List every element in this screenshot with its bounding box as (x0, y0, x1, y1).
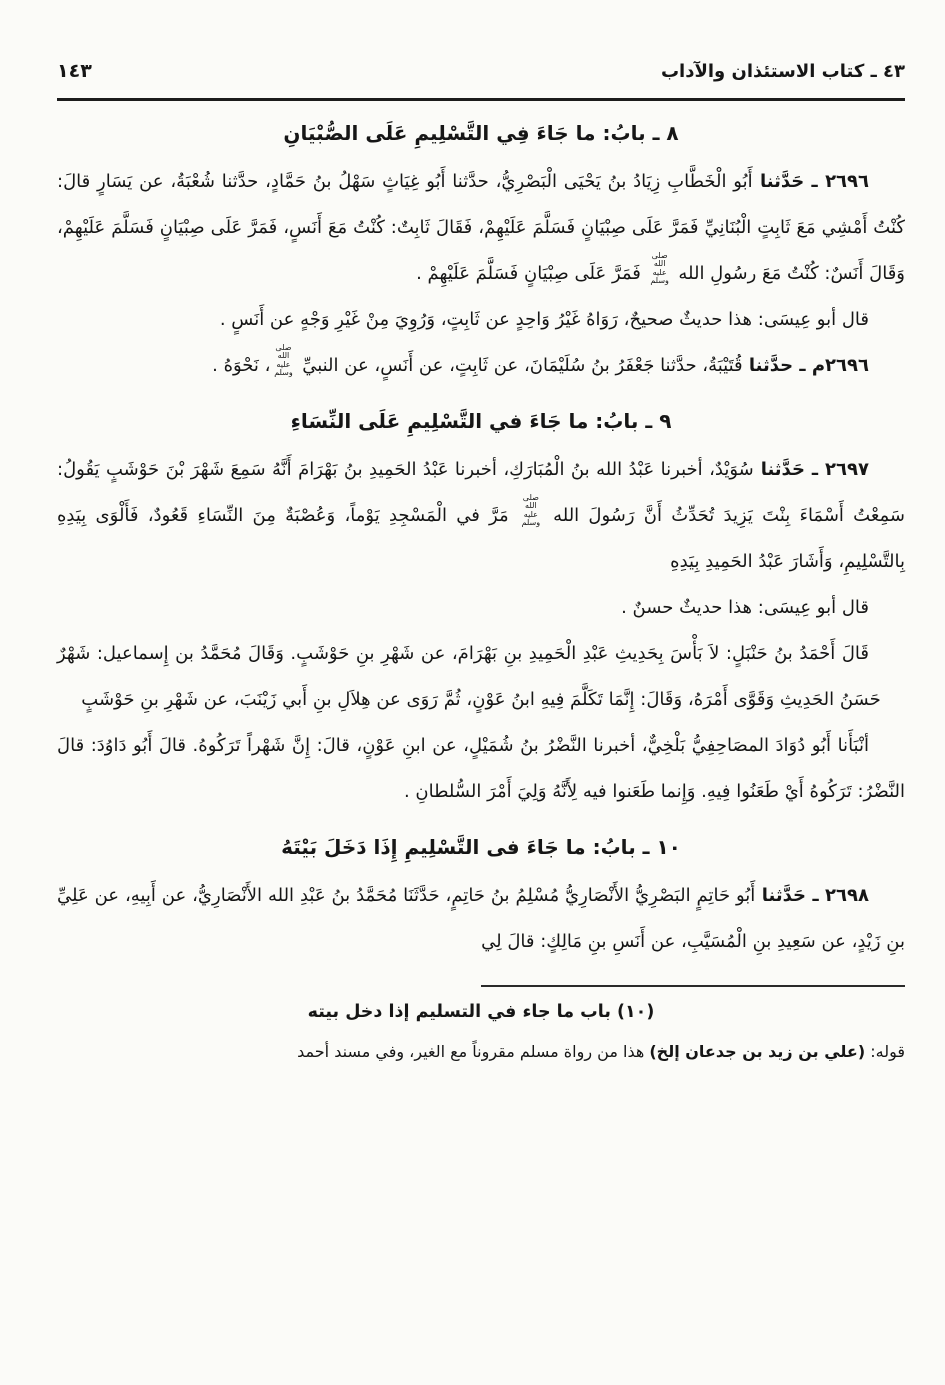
bab-heading: ٩ ـ بابُ: ما جَاءَ في التَّسْلِيمِ عَلَى النِّسَاءِ (290, 409, 672, 433)
bold-text-segment: ٢٦٩٦م ـ حدَّثنا (742, 355, 869, 376)
hadith-paragraph (57, 873, 905, 965)
text-segment: قوله: (865, 1042, 905, 1061)
text-segment: هذا من رواة مسلم مقروناً مع الغير، وفي مسند أحمد (297, 1042, 650, 1061)
text-segment: مَرَّ في الْمَسْجِدِ يَوْماً، وَعُصْبَةٌ مِنَ النِّسَاءِ قَعُودٌ، فَأَلْوَى بِيَدِهِ بِالتَّسْلِيمِ، وَأَشَارَ عَبْدُ الحَمِيدِ بِيَدِهِ (57, 505, 905, 572)
hadith-paragraph (57, 585, 905, 631)
bold-text-segment: ٢٦٩٧ ـ حَدَّثنا (753, 459, 869, 480)
text-segment: قَالَ أَحْمَدُ بنُ حَنْبَلٍ: لاَ بَأْسَ بِحَدِيثِ عَبْدِ الْحَمِيدِ بنِ بَهْرَامَ، عن شَهْرِ بنِ حَوْشَبٍ. وَقَالَ مُحَمَّدُ بن إِسماعيل: شَهْرٌ حَسَنُ الحَدِيثِ وَقَوَّى أَمْرَهُ، وَقَالَ: إِنَّمَا تَكَلَّمَ فِيهِ ابنُ عَوْنٍ، ثُمَّ رَوَى عن هِلاَلِ بنِ أَبي زَيْنَبَ، عن شَهْرِ بنِ حَوْشَبٍ (57, 643, 881, 710)
saw-honorific-icon: صلى الله عليه وسلم (274, 342, 293, 377)
text-segment: قال أبو عِيسَى: هذا حديثٌ صحيحٌ، رَوَاهُ غَيْرُ وَاحِدٍ عن ثَابِتٍ، وَرُوِيَ مِنْ غَيْرِ وَجْهٍ عن أَنَسٍ . (219, 309, 869, 330)
text-segment: فَمَرَّ عَلَى صِبْيَانٍ فَسَلَّمَ عَلَيْهِمْ . (416, 263, 647, 284)
saw-honorific-icon: صلى الله عليه وسلم (521, 492, 541, 527)
header-rule (57, 98, 905, 101)
content-blocks (57, 111, 905, 965)
bab-heading: ١٠ ـ بابُ: ما جَاءَ فى التَّسْلِيمِ إِذَا دَخَلَ بَيْتَهُ (281, 835, 681, 859)
text-segment: أَبُو حَاتِمٍ البَصْرِيُّ الأَنْصَارِيُّ مُسْلِمُ بنُ حَاتِمٍ، حَدَّثَنَا مُحَمَّدُ بنُ عَبْدِ الله الأَنْصَارِيُّ، عن أَبِيهِ، عن عَلِيِّ بنِ زَيْدٍ، عن سَعِيدِ بنِ الْمُسَيَّبِ، عن أَنَسِ بنِ مَالِكٍ: قالَ لِي (57, 885, 905, 952)
bold-text-segment: ٢٦٩٦ ـ حَدَّثنا (752, 171, 870, 192)
text-segment: قُتَيْبَةُ، حدَّثنا جَعْفَرُ بنُ سُلَيْمَانَ، عن ثَابِتٍ، عن أَنَسٍ، عن النبيِّ (296, 355, 743, 376)
text-segment: سُوَيْدٌ، أخبرنا عَبْدُ الله بنُ الْمُبَارَكِ، أخبرنا عَبْدُ الحَمِيدِ بنُ بَهْرَامَ أَنَّهُ سَمِعَ شَهْرَ بْنَ حَوْشَبٍ يَقُولُ: سَمِعْتُ أَسْمَاءَ بِنْتَ يَزِيدَ تُحَدِّثُ أَنَّ رَسُولَ الله (57, 459, 906, 526)
hadith-paragraph (57, 297, 905, 343)
hadith-paragraph (57, 447, 905, 585)
bab-heading: ٨ ـ بابُ: ما جَاءَ فِي التَّسْلِيمِ عَلَى الصُّبْيَانِ (283, 121, 679, 145)
bold-text-segment: ٢٦٩٨ ـ حَدَّثنا (755, 885, 869, 906)
bold-text-segment: (علي بن زيد بن جدعان إلخ) (649, 1042, 866, 1061)
text-segment: أنْبَأَنا أَبُو دُوَادَ المصَاحِفِيُّ بَلْخِيٌّ، أخبرنا النَّضْرُ بنُ شُمَيْلٍ، عن ابنِ عَوْنٍ، قالَ: إِنَّ شَهْراً تَرَكُوهُ. قالَ أَبُو دَاوُدَ: قالَ النَّضْرُ: تَرَكُوهُ أَيْ طَعَنُوا فِيهِ. وَإِنما طَعَنوا فيه لِأَنَّهُ وَلِيَ أَمْرَ السُّلطانِ . (57, 735, 905, 802)
footnote-heading: (١٠) باب ما جاء في التسليم إذا دخل بيته (307, 1002, 655, 1022)
hadith-paragraph (57, 343, 905, 389)
saw-honorific-icon: صلى الله عليه وسلم (650, 250, 669, 285)
page-number: ١٤٣ (57, 60, 92, 82)
chapter-title: ٤٣ ـ كتاب الاستئذان والآداب (660, 61, 905, 82)
hadith-paragraph (57, 723, 905, 815)
hadith-paragraph (57, 159, 905, 297)
text-segment: أَبُو الْخَطَّابِ زِيَادُ بنُ يَحْيَى الْبَصْرِيُّ، حدَّثنا أَبُو غِيَاثٍ سَهْلُ بنُ حَمَّادٍ، حدَّثنا شُعْبَةُ، عن يَسَارٍ قالَ: كُنْتُ أَمْشِي مَعَ ثَابِتٍ الْبُنَانِيِّ فَمَرَّ عَلَى صِبْيَانٍ فَسَلَّمَ عَلَيْهِمْ، فَقَالَ ثَابِتٌ: كُنْتُ مَعَ أَنَسٍ، فَمَرَّ عَلَى صِبْيَانٍ فَسَلَّمَ عَلَيْهِمْ، وَقَالَ أَنَسٌ: كُنْتُ مَعَ رسُولِ الله (57, 171, 905, 284)
text-segment: قال أبو عِيسَى: هذا حديثٌ حسنٌ . (621, 597, 869, 618)
page-header (57, 60, 905, 82)
text-segment: ، نَحْوَهُ . (212, 355, 271, 376)
footnote-text (57, 1031, 905, 1073)
hadith-paragraph (57, 631, 905, 723)
footnote-section (57, 997, 905, 1073)
footnote-separator (481, 985, 905, 987)
